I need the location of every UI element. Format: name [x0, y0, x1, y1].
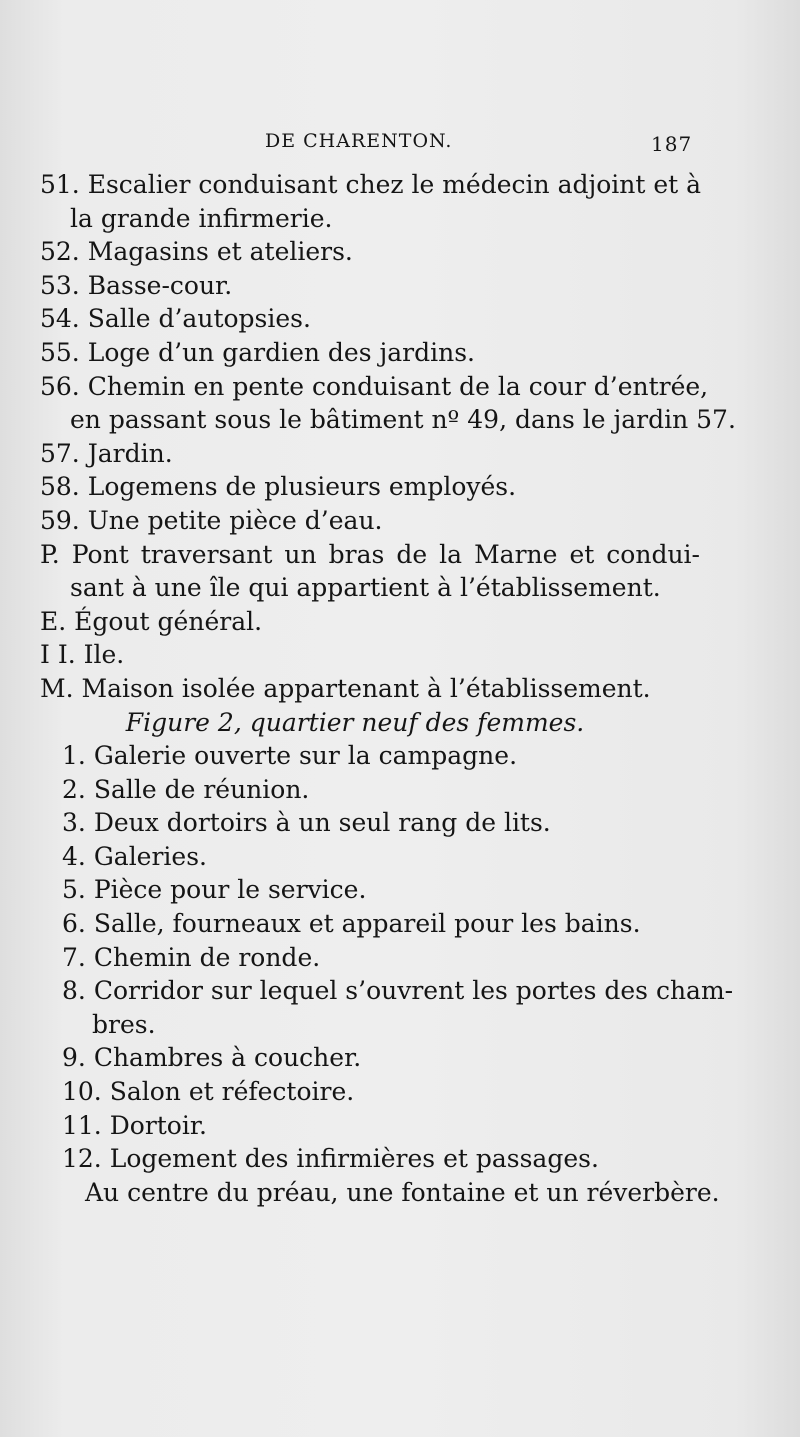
- entry-key: 57.: [40, 438, 80, 468]
- legend-entry: [40, 773, 700, 807]
- legend-entry: [40, 504, 700, 538]
- entry-text: Corridor sur lequel s’ouvrent les portes des cham-: [93, 976, 734, 1006]
- entry-text: Basse-cour.: [87, 270, 233, 300]
- legend-entry: [40, 941, 700, 975]
- entry-key: 2.: [62, 774, 86, 804]
- legend-entry: [40, 235, 700, 269]
- legend-entry: [40, 1075, 700, 1109]
- entry-continuation: en passant sous le bâtiment nº 49, dans le jardin 57.: [70, 405, 736, 435]
- entry-continuation: sant à une île qui appartient à l’établissement.: [70, 573, 661, 603]
- entry-key: 55.: [40, 337, 80, 367]
- legend-entry: [40, 1109, 700, 1143]
- entry-continuation: bres.: [92, 1009, 156, 1039]
- entry-text: Magasins et ateliers.: [87, 237, 353, 267]
- closing-line: Au centre du préau, une fontaine et un réverbère.: [85, 1177, 720, 1207]
- entry-key: 54.: [40, 304, 80, 334]
- entry-text: Salle de réunion.: [93, 774, 310, 804]
- entry-key: M.: [40, 673, 74, 703]
- entry-key: 56.: [40, 371, 80, 401]
- legend-entry: [40, 739, 700, 773]
- entry-text: Escalier conduisant chez le médecin adjoint et à: [87, 170, 702, 199]
- entry-text: Salle d’autopsies.: [87, 304, 311, 334]
- entry-text: Galeries.: [93, 841, 207, 871]
- entry-key: 51.: [40, 170, 80, 199]
- legend-entry: [40, 840, 700, 874]
- legend-entry: [40, 672, 700, 706]
- entry-text: Salon et réfectoire.: [109, 1077, 355, 1107]
- entry-text: Chambres à coucher.: [93, 1043, 362, 1073]
- legend-entry: [40, 168, 700, 202]
- entry-text: Logement des infirmières et passages.: [109, 1144, 599, 1174]
- entry-key: 53.: [40, 270, 80, 300]
- entry-key: 6.: [62, 909, 86, 939]
- entry-text: Maison isolée appartenant à l’établissement.: [81, 673, 651, 703]
- legend-entry: [40, 470, 700, 504]
- entry-key: 58.: [40, 472, 80, 502]
- legend-entry: [40, 806, 700, 840]
- running-title: DE CHARENTON.: [265, 130, 453, 152]
- entry-text: Ile.: [83, 640, 125, 670]
- legend-entry: [40, 605, 700, 639]
- entry-key: 12.: [62, 1144, 102, 1174]
- legend-entry: [40, 538, 700, 572]
- figure-caption: Figure 2, quartier neuf des femmes.: [125, 707, 585, 737]
- entry-text: Pièce pour le service.: [93, 875, 367, 905]
- entry-continuation: la grande infirmerie.: [70, 203, 333, 233]
- legend-entry: [40, 974, 734, 1008]
- legend-entry: [40, 1142, 700, 1176]
- entry-key: E.: [40, 606, 67, 636]
- entry-text: Logemens de plusieurs employés.: [87, 472, 517, 502]
- legend-list-main: [40, 168, 736, 706]
- entry-key: 7.: [62, 942, 86, 972]
- legend-entry: [40, 370, 709, 404]
- page-number: 187: [651, 132, 693, 156]
- entry-key: 3.: [62, 808, 86, 838]
- legend-entry: [40, 302, 700, 336]
- entry-text: Salle, fourneaux et appareil pour les bains.: [93, 909, 641, 939]
- legend-entry: [40, 437, 700, 471]
- entry-text: Jardin.: [87, 438, 173, 468]
- entry-key: 59.: [40, 505, 80, 535]
- entry-text: Égout général.: [74, 606, 263, 636]
- entry-text: Pont traversant un bras de la Marne et condui-: [71, 539, 701, 569]
- entry-key: 1.: [62, 741, 86, 771]
- running-head: [0, 130, 800, 160]
- legend-entry: [40, 638, 700, 672]
- legend-entry: [40, 269, 700, 303]
- entry-text: Une petite pièce d’eau.: [87, 505, 383, 535]
- entry-key: 9.: [62, 1043, 86, 1073]
- legend-entry: [40, 907, 700, 941]
- entry-text: Loge d’un gardien des jardins.: [87, 337, 475, 367]
- entry-key: 10.: [62, 1077, 102, 1107]
- entry-text: Dortoir.: [109, 1110, 208, 1140]
- entry-text: Deux dortoirs à un seul rang de lits.: [93, 808, 551, 838]
- entry-key: 5.: [62, 875, 86, 905]
- entry-key: 52.: [40, 237, 80, 267]
- entry-key: 4.: [62, 841, 86, 871]
- entry-text: Chemin de ronde.: [93, 942, 321, 972]
- entry-key: P.: [40, 539, 60, 569]
- legend-entry: [40, 336, 700, 370]
- entry-key: 8.: [62, 976, 86, 1006]
- entry-text: Galerie ouverte sur la campagne.: [93, 741, 518, 771]
- legend-text: [40, 168, 736, 1209]
- entry-key: 11.: [62, 1110, 102, 1140]
- legend-entry: [40, 1041, 700, 1075]
- entry-text: Chemin en pente conduisant de la cour d’entrée,: [87, 371, 709, 401]
- legend-entry: [40, 873, 700, 907]
- legend-list-figure-2: [40, 739, 734, 1176]
- entry-key: I I.: [40, 640, 76, 670]
